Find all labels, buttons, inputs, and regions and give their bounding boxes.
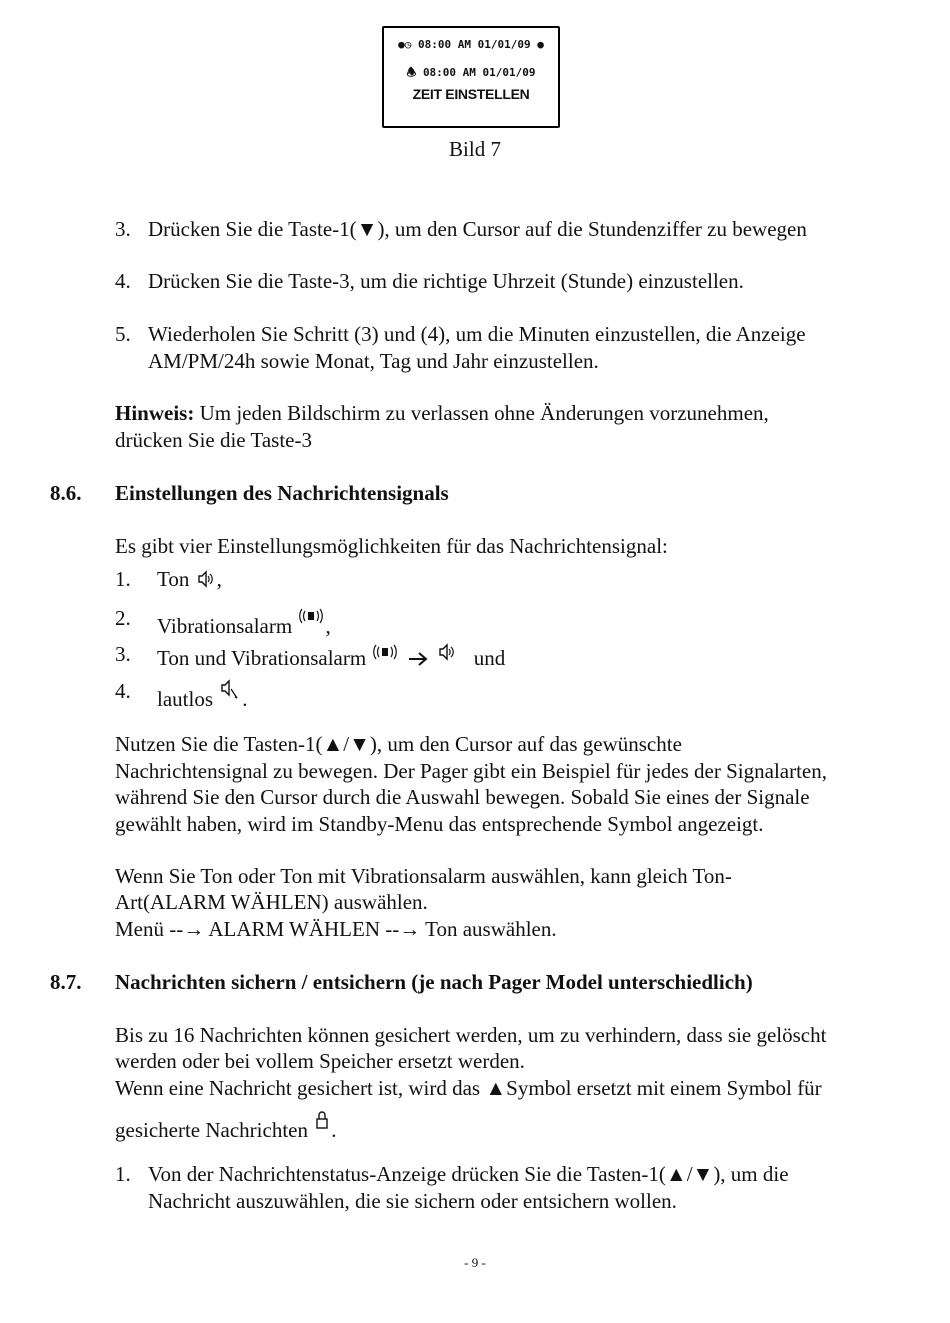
step-number: 3.: [115, 217, 131, 241]
note-line: drücken Sie die Taste-3: [115, 428, 312, 452]
paragraph-line: Bis zu 16 Nachrichten können gesichert werden, um zu verhindern, dass sie gelöscht: [115, 1023, 827, 1047]
option-suffix: .: [242, 687, 248, 711]
paragraph-line: Wenn eine Nachricht gesichert ist, wird das ▲Symbol ersetzt mit einem Symbol für: [115, 1076, 822, 1100]
section-number: 8.7.: [50, 970, 82, 994]
section-number: 8.6.: [50, 481, 82, 505]
figure-caption: Bild 7: [449, 137, 501, 161]
paragraph-line: [115, 1109, 336, 1143]
lcd-display-figure: [382, 26, 560, 128]
step-number: 4.: [115, 269, 131, 293]
step-text: Drücken Sie die Taste-3, um die richtige Uhrzeit (Stunde) einzustellen.: [148, 269, 744, 293]
vibration-icon: [373, 641, 397, 667]
option-label: Ton und Vibrationsalarm: [157, 646, 367, 670]
section-title: Einstellungen des Nachrichtensignals: [115, 481, 449, 505]
section-title: Nachrichten sichern / entsichern (je nach Pager Model unterschiedlich): [115, 970, 753, 994]
option-suffix: ,: [325, 614, 331, 638]
page-number: - 9 -: [464, 1255, 486, 1270]
step-text: Wiederholen Sie Schritt (3) und (4), um die Minuten einzustellen, die Anzeige: [148, 322, 806, 346]
option-item: [157, 641, 505, 673]
option-label: Vibrationsalarm: [157, 614, 293, 638]
paragraph-line: während Sie den Cursor durch die Auswahl bewegen. Sobald Sie eines der Signale: [115, 785, 810, 809]
mute-speaker-icon: [220, 678, 240, 706]
section-intro: Es gibt vier Einstellungsmöglichkeiten für das Nachrichtensignal:: [115, 534, 668, 558]
paragraph-line: Nachrichtensignal zu bewegen. Der Pager gibt ein Beispiel für jedes der Signalarten,: [115, 759, 828, 783]
option-item: [157, 678, 248, 712]
speaker-icon: [438, 641, 456, 667]
lock-line-end: .: [331, 1118, 337, 1142]
option-number: 4.: [115, 679, 131, 703]
vibration-icon: [299, 605, 323, 631]
speaker-icon: [197, 568, 215, 594]
dot-icon: ●: [398, 38, 405, 51]
step-text: Von der Nachrichtenstatus-Anzeige drücken Sie die Tasten-1(▲/▼), um die: [148, 1162, 789, 1186]
lcd-alarm-row: [384, 64, 558, 83]
step-text: Nachricht auszuwählen, die sie sichern oder entsichern wollen.: [148, 1189, 677, 1213]
option-label: Ton: [157, 567, 190, 591]
lcd-clock-time: 08:00 AM 01/01/09: [418, 38, 531, 51]
lcd-menu-title: ZEIT EINSTELLEN: [412, 86, 530, 102]
step-number: 5.: [115, 322, 131, 346]
lock-line-text: gesicherte Nachrichten: [115, 1118, 308, 1142]
note-line: [115, 400, 769, 426]
lock-icon: [315, 1109, 329, 1135]
note-text: Um jeden Bildschirm zu verlassen ohne Änderungen vorzunehmen,: [194, 401, 769, 425]
option-number: 1.: [115, 567, 131, 591]
clock-icon: ◷: [404, 38, 412, 51]
arrow-right-icon: [407, 647, 429, 673]
paragraph-line: Art(ALARM WÄHLEN) auswählen.: [115, 890, 428, 914]
lcd-alarm-time: 08:00 AM 01/01/09: [422, 66, 536, 79]
option-suffix: ,: [216, 567, 222, 591]
dot-icon: ●: [537, 38, 544, 51]
lcd-clock-row: [384, 38, 558, 51]
step-text: Drücken Sie die Taste-1(▼), um den Cursor auf die Stundenziffer zu bewegen: [148, 217, 807, 241]
option-label: lautlos: [157, 687, 213, 711]
note-label: Hinweis:: [115, 401, 195, 425]
step-text: AM/PM/24h sowie Monat, Tag und Jahr einzustellen.: [148, 349, 599, 373]
alarm-bell-icon: 🕭: [406, 66, 417, 79]
paragraph-line: gewählt haben, wird im Standby-Menu das entsprechende Symbol angezeigt.: [115, 812, 764, 836]
paragraph-line: Menü --→ ALARM WÄHLEN --→ Ton auswählen.: [115, 917, 557, 941]
option-number: 3.: [115, 642, 131, 666]
paragraph-line: Wenn Sie Ton oder Ton mit Vibrationsalarm auswählen, kann gleich Ton-: [115, 864, 732, 888]
paragraph-line: werden oder bei vollem Speicher ersetzt werden.: [115, 1049, 525, 1073]
option-suffix: und: [473, 646, 506, 670]
paragraph-line: Nutzen Sie die Tasten-1(▲/▼), um den Cursor auf das gewünschte: [115, 732, 682, 756]
option-number: 2.: [115, 606, 131, 630]
option-item: [157, 566, 222, 594]
step-number: 1.: [115, 1162, 131, 1186]
option-item: [157, 605, 331, 639]
